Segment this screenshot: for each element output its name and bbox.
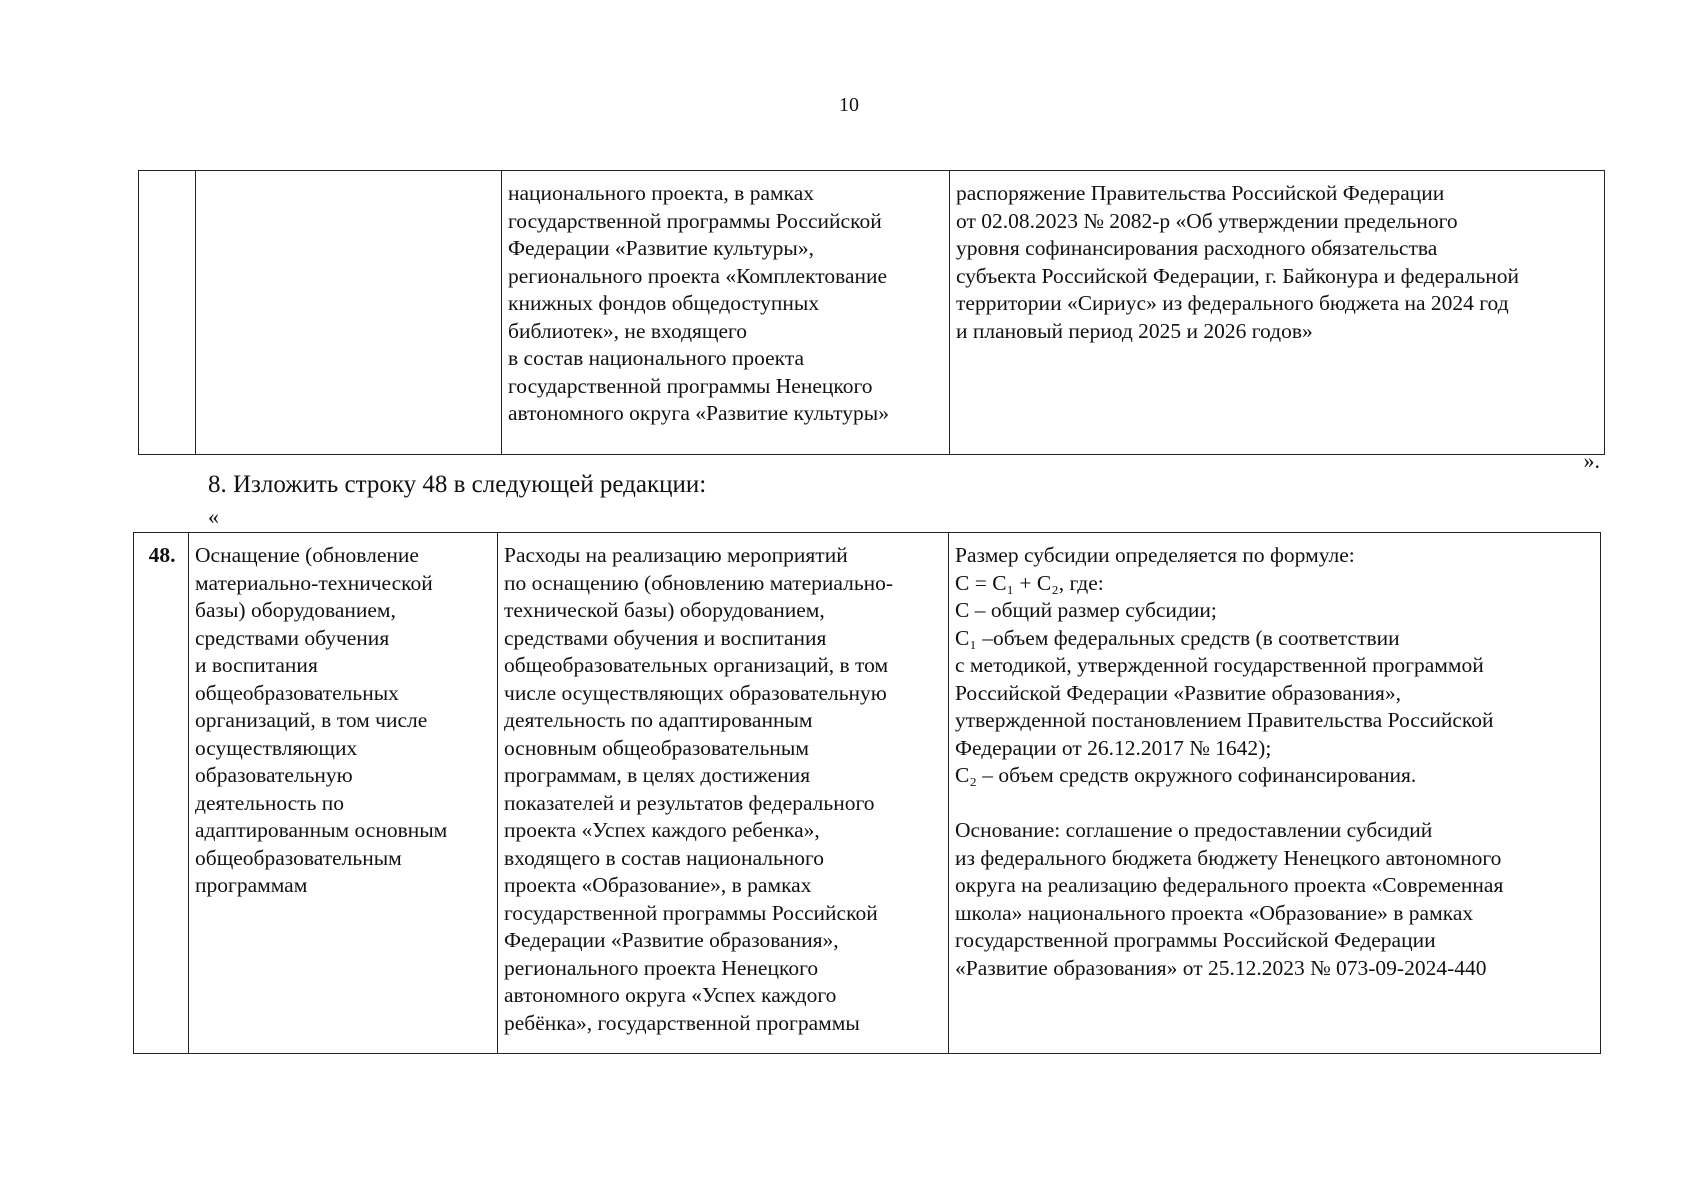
text-line: образовательную bbox=[195, 763, 353, 787]
row48-name-cell bbox=[189, 533, 498, 1054]
text-line: средствами обучения bbox=[195, 625, 390, 650]
text-line: от 02.08.2023 № 2082-р «Об утверждении предельного bbox=[956, 208, 1458, 233]
row-number: 48. bbox=[148, 543, 176, 567]
text-line: общеобразовательным bbox=[195, 845, 402, 870]
text-line: распоряжение Правительства Российской Федерации bbox=[956, 181, 1445, 205]
text-line: автономного округа «Успех каждого bbox=[504, 983, 837, 1007]
text-line: и плановый период 2025 и 2026 годов» bbox=[956, 318, 1313, 343]
text-line: показателей и результатов федерального bbox=[504, 790, 875, 815]
text-line: государственной программы Российской Федерации bbox=[955, 928, 1436, 952]
row48-table bbox=[133, 532, 1601, 1054]
text-line: материально-технической bbox=[195, 570, 433, 595]
text-line: С₁ –объем федеральных средств (в соответствии bbox=[955, 625, 1400, 650]
text-line: территории «Сириус» из федерального бюджета на 2024 год bbox=[956, 291, 1509, 315]
text-line bbox=[955, 790, 1596, 818]
text-line: деятельность по адаптированным bbox=[504, 708, 813, 732]
text-line: государственной программы Российской bbox=[504, 900, 878, 925]
text-line: национального проекта, в рамках bbox=[508, 181, 815, 205]
text-line: Федерации «Развитие образования», bbox=[504, 928, 839, 952]
text-line: и воспитания bbox=[195, 653, 318, 677]
text-line: с методикой, утвержденной государственной программой bbox=[955, 653, 1484, 677]
text-line: утвержденной постановлением Правительства Российской bbox=[955, 708, 1494, 732]
text-line: входящего в состав национального bbox=[504, 845, 825, 870]
text-line: Размер субсидии определяется по формуле: bbox=[955, 543, 1355, 567]
text-line: общеобразовательных организаций, в том bbox=[504, 653, 889, 677]
top-table-continuation bbox=[138, 170, 1605, 455]
text-line: Расходы на реализацию мероприятий bbox=[504, 543, 848, 567]
instruction-heading: 8. Изложить строку 48 в следующей редакции: bbox=[208, 471, 707, 498]
text-line: регионального проекта «Комплектование bbox=[508, 263, 888, 288]
text-line: базы) оборудованием, bbox=[195, 598, 396, 622]
text-line: средствами обучения и воспитания bbox=[504, 625, 827, 650]
text-line: Российской Федерации «Развитие образования», bbox=[955, 680, 1401, 705]
text-line: технической базы) оборудованием, bbox=[504, 598, 825, 622]
text-line: по оснащению (обновлению материально- bbox=[504, 570, 894, 595]
top-table-number-cell bbox=[139, 171, 196, 455]
text-line: «Развитие образования» от 25.12.2023 № 073-09-2024-440 bbox=[955, 955, 1487, 980]
text-line: библиотек», не входящего bbox=[508, 318, 748, 343]
text-line: основным общеобразовательным bbox=[504, 735, 809, 760]
text-line: Основание: соглашение о предоставлении субсидий bbox=[955, 818, 1433, 842]
text-line: ребёнка», государственной программы bbox=[504, 1010, 860, 1035]
text-line: проекта «Успех каждого ребенка», bbox=[504, 818, 820, 842]
text-line: программам, в целях достижения bbox=[504, 763, 811, 787]
text-line: проекта «Образование», в рамках bbox=[504, 873, 812, 897]
top-table-name-cell bbox=[196, 171, 502, 455]
text-line: осуществляющих bbox=[195, 735, 358, 760]
text-line: книжных фондов общедоступных bbox=[508, 291, 820, 315]
text-line: из федерального бюджета бюджету Ненецкого автономного bbox=[955, 845, 1502, 870]
closing-quote: ». bbox=[1583, 448, 1600, 473]
top-table-basis-cell bbox=[950, 171, 1605, 455]
text-line: государственной программы Российской bbox=[508, 208, 882, 233]
row48-formula-cell bbox=[949, 533, 1601, 1054]
text-line: организаций, в том числе bbox=[195, 708, 428, 732]
table-row bbox=[139, 171, 1605, 455]
row48-description-cell bbox=[498, 533, 949, 1054]
text-line: числе осуществляющих образовательную bbox=[504, 680, 887, 705]
text-line: С – общий размер субсидии; bbox=[955, 598, 1217, 622]
text-line: Федерации «Развитие культуры», bbox=[508, 236, 814, 260]
text-line: государственной программы Ненецкого bbox=[508, 373, 873, 398]
text-line: автономного округа «Развитие культуры» bbox=[508, 401, 889, 425]
text-line: С₂ – объем средств окружного софинансирования. bbox=[955, 763, 1417, 787]
text-line: Оснащение (обновление bbox=[195, 543, 419, 567]
text-line: округа на реализацию федерального проекта «Современная bbox=[955, 873, 1504, 897]
top-table-description-cell bbox=[502, 171, 950, 455]
text-line: общеобразовательных bbox=[195, 680, 399, 705]
text-line: С = С₁ + С₂, где: bbox=[955, 570, 1104, 595]
text-line: школа» национального проекта «Образование» в рамках bbox=[955, 900, 1474, 925]
row-number-cell bbox=[134, 533, 189, 1054]
opening-quote: « bbox=[208, 504, 219, 529]
text-line: субъекта Российской Федерации, г. Байконура и федеральной bbox=[956, 263, 1520, 288]
text-line: регионального проекта Ненецкого bbox=[504, 955, 819, 980]
text-line: Федерации от 26.12.2017 № 1642); bbox=[955, 735, 1272, 760]
text-line: деятельность по bbox=[195, 790, 345, 815]
page-number: 10 bbox=[839, 94, 859, 116]
text-line: в состав национального проекта bbox=[508, 346, 805, 370]
table-row bbox=[134, 533, 1601, 1054]
text-line: адаптированным основным bbox=[195, 818, 448, 842]
text-line: уровня софинансирования расходного обязательства bbox=[956, 236, 1438, 260]
text-line: программам bbox=[195, 873, 308, 897]
